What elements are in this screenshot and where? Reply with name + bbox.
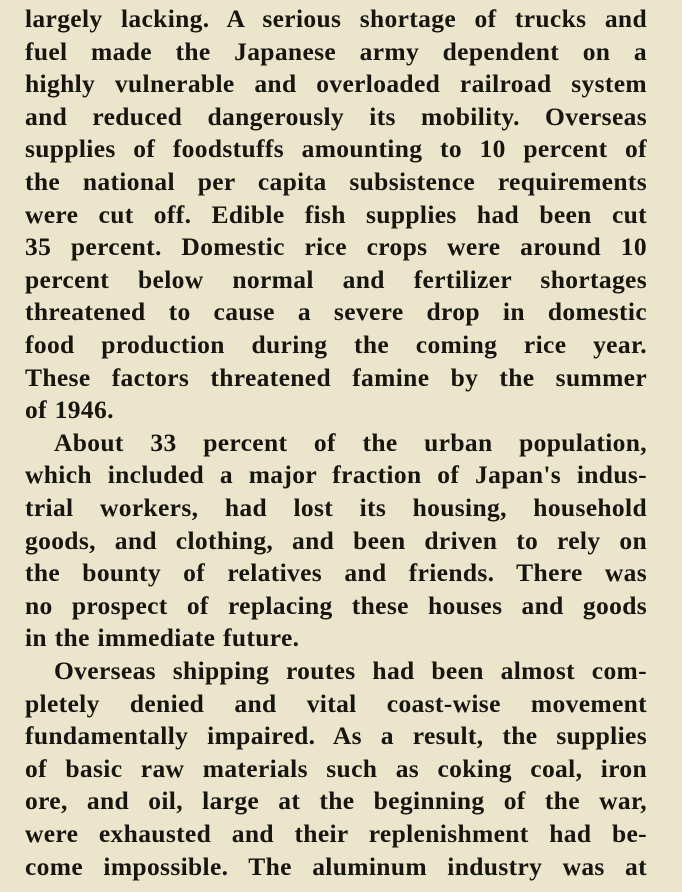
text-line: threatened to cause a severe drop in domestic (25, 297, 647, 327)
text-line: of 1946. (25, 395, 114, 425)
text-line: fundamentally impaired. As a result, the supplies (25, 721, 647, 751)
text-line: 35 percent. Domestic rice crops were around 10 (25, 232, 647, 262)
text-line: of basic raw materials such as coking coal, iron (25, 753, 647, 783)
text-line: About 33 percent of the urban population, (54, 427, 647, 457)
text-line: ore, and oil, large at the beginning of the war, (25, 786, 647, 816)
text-line: goods, and clothing, and been driven to rely on (25, 525, 647, 555)
text-line: the national per capita subsistence requirements (25, 167, 647, 196)
text-line: fuel made the Japanese army dependent on a (25, 36, 647, 66)
text-line: were exhausted and their replenishment had be- (25, 819, 647, 848)
text-line: highly vulnerable and overloaded railroad system (25, 69, 647, 99)
text-line: supplies of foodstuffs amounting to 10 percent of (25, 134, 647, 164)
text-line: no prospect of replacing these houses and goods (25, 590, 647, 620)
text-line: pletely denied and vital coast-wise movement (25, 688, 647, 718)
text-line: come impossible. The aluminum industry was at (25, 851, 647, 881)
text-line: food production during the coming rice year. (25, 330, 647, 359)
text-line: which included a major fraction of Japan's indus- (25, 460, 647, 490)
text-line: These factors threatened famine by the summer (25, 362, 647, 392)
text-line: the bounty of relatives and friends. There was (25, 558, 647, 588)
text-line: were cut off. Edible fish supplies had been cut (25, 199, 647, 229)
text-line: largely lacking. A serious shortage of trucks and (25, 4, 647, 33)
text-line: percent below normal and fertilizer shortages (25, 264, 647, 294)
text-line: Overseas shipping routes had been almost com- (54, 656, 647, 685)
text-line: and reduced dangerously its mobility. Overseas (25, 101, 647, 131)
text-line: trial workers, had lost its housing, household (25, 493, 647, 522)
text-line: in the immediate future. (25, 623, 300, 653)
